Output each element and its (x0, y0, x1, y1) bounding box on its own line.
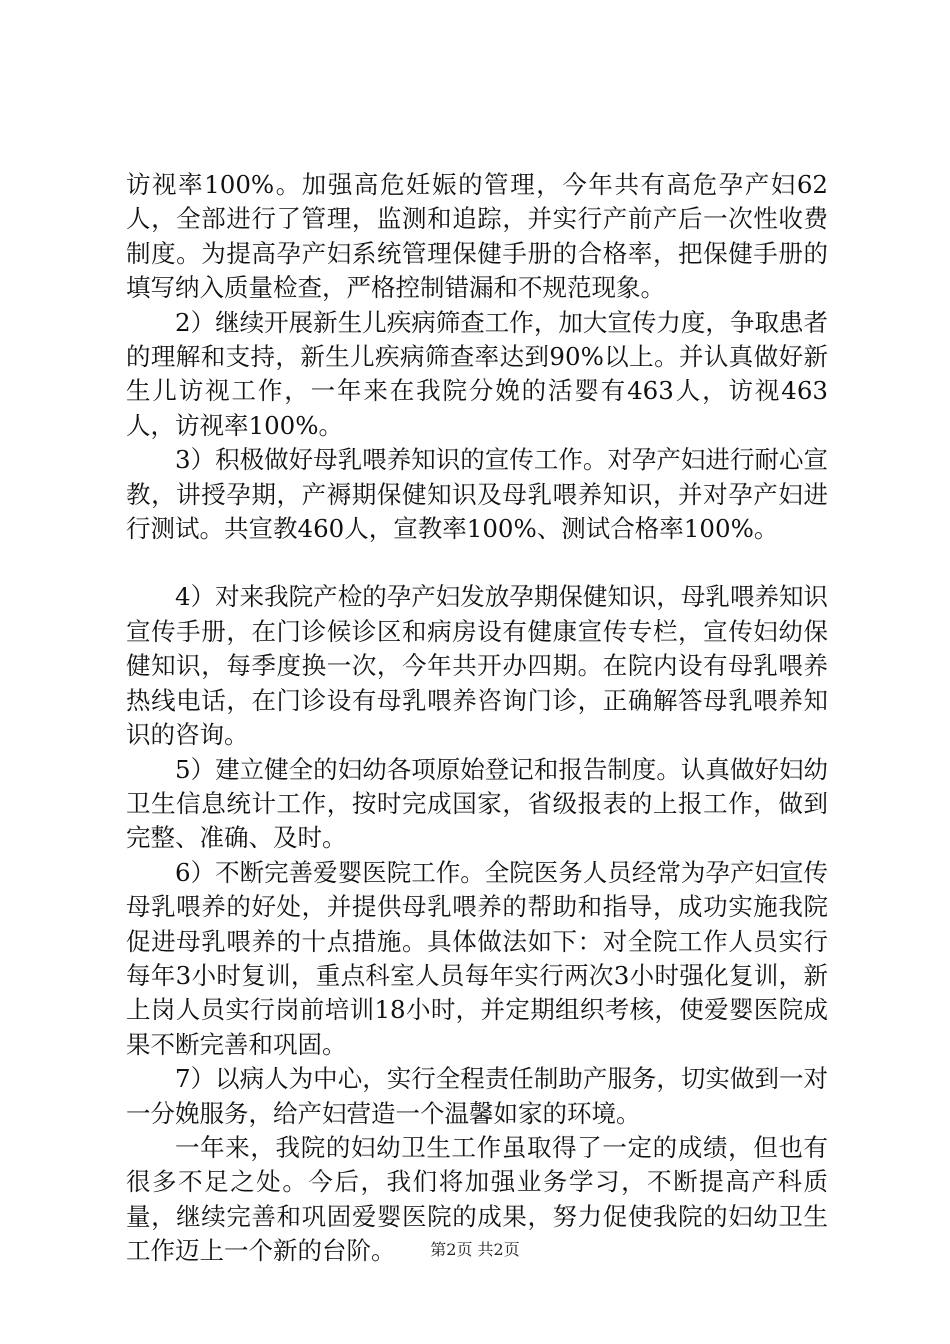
paragraph-item-3: 3）积极做好母乳喂养知识的宣传工作。对孕产妇进行耐心宣教，讲授孕期，产褥期保健知识及母乳喂养知识，并对孕产妇进行测试。共宣教460人，宣教率100%、测试合格率100%。 (126, 445, 828, 544)
paragraph-item-2: 2）继续开展新生儿疾病筛查工作，加大宣传力度，争取患者的理解和支持，新生儿疾病筛查率达到90%以上。并认真做好新生儿访视工作，一年来在我院分娩的活婴有463人，访视463人，访视率100%。 (126, 307, 828, 440)
paragraph-item-4: 4）对来我院产检的孕产妇发放孕期保健知识，母乳喂养知识宣传手册，在门诊候诊区和病房设有健康宣传专栏，宣传妇幼保健知识，每季度换一次，今年共开办四期。在院内设有母乳喂养热线电话，在门诊设有母乳喂养咨询门诊，正确解答母乳喂养知识的咨询。 (126, 582, 828, 750)
paragraph-item-5: 5）建立健全的妇幼各项原始登记和报告制度。认真做好妇幼卫生信息统计工作，按时完成国家，省级报表的上报工作，做到完整、准确、及时。 (126, 754, 828, 853)
paragraph-item-6: 6）不断完善爱婴医院工作。全院医务人员经常为孕产妇宣传母乳喂养的好处，并提供母乳喂养的帮助和指导，成功实施我院促进母乳喂养的十点措施。具体做法如下：对全院工作人员实行每年3小时复训，重点科室人员每年实行两次3小时强化复训，新上岗人员实行岗前培训18小时，并定期组织考核，使爱婴医院成果不断完善和巩固。 (126, 857, 828, 1059)
paragraph-continuation: 访视率100%。加强高危妊娠的管理，今年共有高危孕产妇62人，全部进行了管理，监测和追踪，并实行产前产后一次性收费制度。为提高孕产妇系统管理保健手册的合格率，把保健手册的填写纳入质量检查，严格控制错漏和不规范现象。 (126, 170, 828, 303)
paragraph-gap (126, 546, 828, 580)
paragraph-conclusion: 一年来，我院的妇幼卫生工作虽取得了一定的成绩，但也有很多不足之处。今后，我们将加强业务学习，不断提高产科质量，继续完善和巩固爱婴医院的成果，努力促使我院的妇幼卫生工作迈上一个新的台阶。 (126, 1132, 828, 1266)
paragraph-item-7: 7）以病人为中心，实行全程责任制助产服务，切实做到一对一分娩服务，给产妇营造一个温馨如家的环境。 (126, 1064, 828, 1128)
document-body (126, 168, 828, 1269)
page-footer: 第2页 共2页 (430, 1240, 520, 1259)
